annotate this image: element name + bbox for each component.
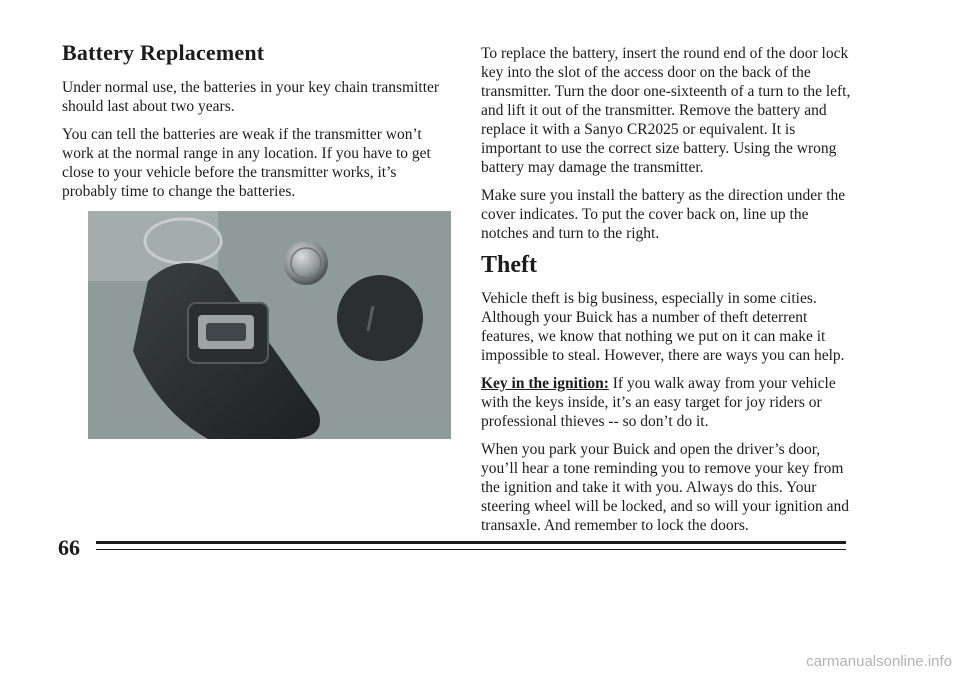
transmitter-battery-photo [88,211,451,439]
theft-heading: Theft [481,252,537,278]
install-battery-paragraph: Make sure you install the battery as the direction under the cover indicates. To put the cover back on, line up the notches and turn to the right. [481,187,846,242]
footer-rule-thin [96,549,846,550]
key-in-ignition-text: If you walk away from your vehicle with the keys inside, it’s an easy target for joy riders or professional thieves -- so don’t do it. [481,375,836,430]
left-column [62,40,440,210]
right-column [481,44,859,544]
footer-rule [96,541,846,544]
weak-battery-paragraph: You can tell the batteries are weak if the transmitter won’t work at the normal range in any location. If you have to get close to your vehicle before the transmitter works, it’s probably time to change the batteries. [62,126,431,200]
key-in-ignition-paragraph [481,374,859,431]
battery-replacement-heading: Battery Replacement [62,40,265,65]
transmitter-illustration [88,211,451,439]
battery-life-paragraph: Under normal use, the batteries in your key chain transmitter should last about two years. [62,79,440,115]
page-number: 66 [58,535,80,560]
theft-intro-paragraph: Vehicle theft is big business, especially in some cities. Although your Buick has a number of theft deterrent features, we know that nothing we put on it can make it impossible to steal. However, there are ways you can help. [481,290,845,364]
park-paragraph: When you park your Buick and open the driver’s door, you’ll hear a tone reminding you to remove your key from the ignition and take it with you. Always do this. Your steering wheel will be locked, and so will your ignition and transaxle. And remember to lock the doors. [481,441,850,534]
watermark: carmanualsonline.info [806,653,952,670]
replace-battery-paragraph: To replace the battery, insert the round end of the door lock key into the slot of the access door on the back of the transmitter. Turn the door one-sixteenth of a turn to the left, and lift it out of the transmitter. Remove the battery and replace it with a Sanyo CR2025 or equivalent. It is important to use the correct size battery. Using the wrong battery may damage the transmitter. [481,45,851,176]
key-in-ignition-label: Key in the ignition: [481,375,609,392]
